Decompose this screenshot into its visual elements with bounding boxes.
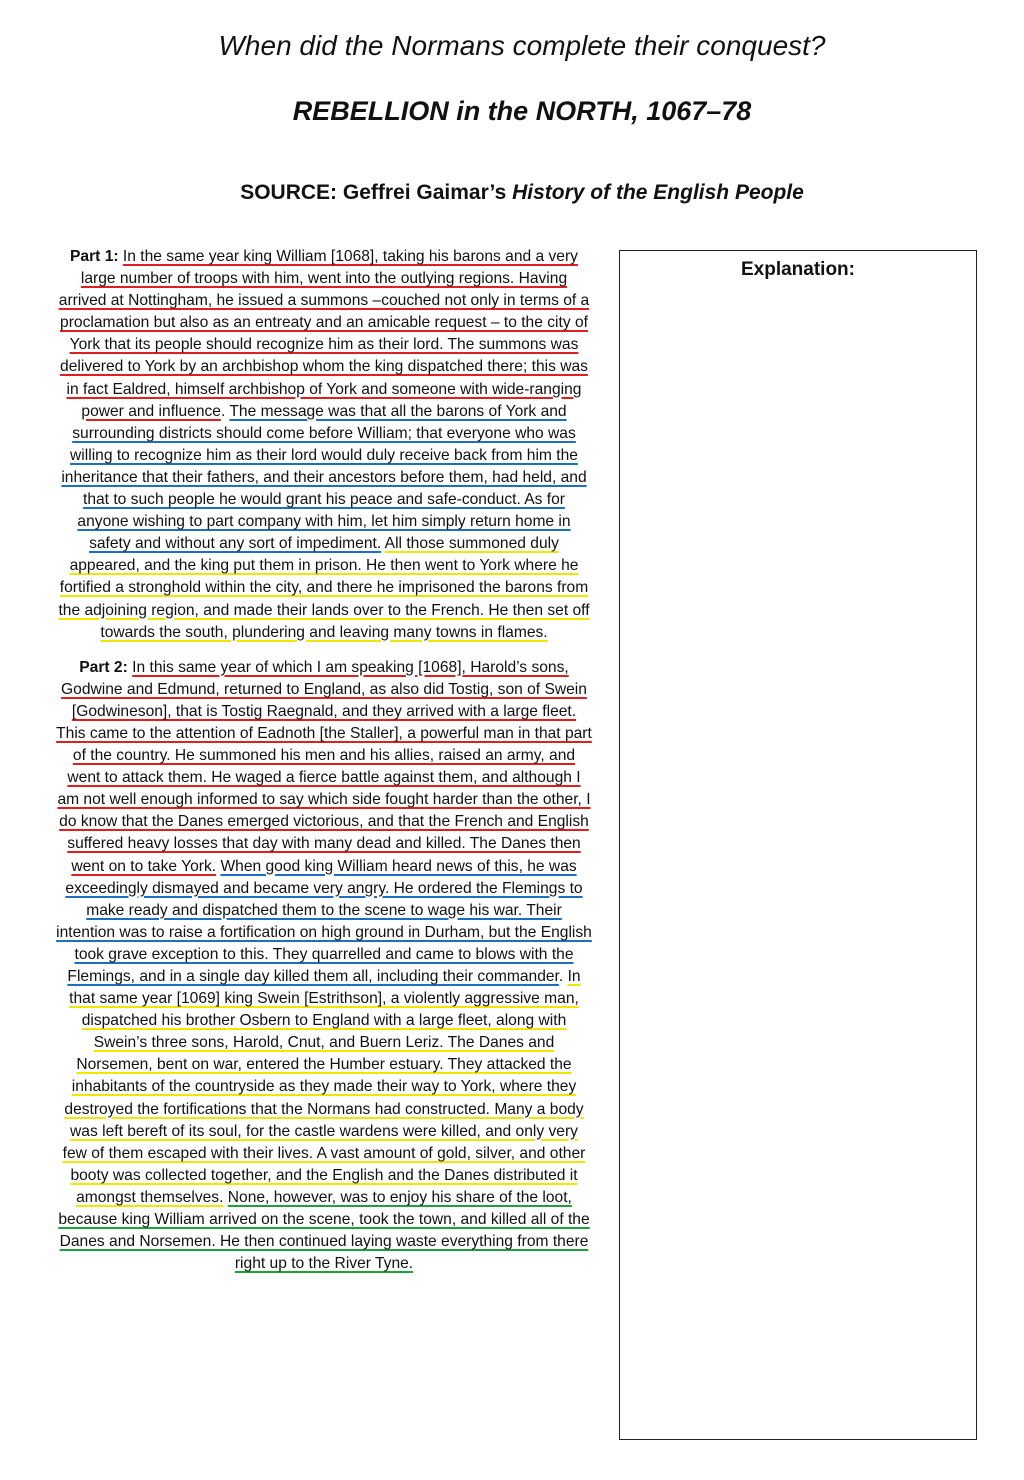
part-2-segment-1: In this same year of which I am speaking [1068], Harold’s sons, Godwine and Edmund, returned to England, as also did Tostig, son of Swein [Godwineson], that is Tostig Raegnald, and they arrived with a large fleet. This came to the attention of Eadnoth [the Staller], a powerful man in that part of the country. He summoned his men and his allies, raised an army, and went to attack them. He waged a fierce battle against them, and although I am not well enough informed to say which side fought harder than the other, I do know that the Danes emerged victorious, and that the French and English suffered heavy losses that day with many dead and killed. The Danes then went on to take York. xyxy=(56,658,592,875)
page-subtitle: REBELLION in the NORTH, 1067–78 xyxy=(292,96,752,126)
part-2-segment-4: None, however, was to enjoy his share of the loot, because king William arrived on the scene, took the town, and killed all of the Danes and Norsemen. He then continued laying waste everything from there right up to the River Tyne. xyxy=(58,1188,590,1273)
part-2-label: Part 2: xyxy=(79,658,128,676)
part-1-segment-3: All those summoned duly appeared, and the king put them in prison. He then went to York where he fortified a stronghold within the city, and there he imprisoned the barons from the adjoining region, and made their lands over to the French. He then set off towards the south, plundering and leaving many towns in flames. xyxy=(58,535,590,641)
source-book-title: History of the English People xyxy=(512,181,804,204)
part-1-segment-1: In the same year king William [1068], taking his barons and a very large number of troops with him, went into the outlying regions. Having arrived at Nottingham, he issued a summons –couched not only in terms of a proclamation but also as an entreaty and an amicable request – to the city of York that its people should recognize him as their lord. The summons was delivered to York by an archbishop whom the king dispatched there; this was in fact Ealdred, himself archbishop of York and someone with wide-ranging power and influence xyxy=(58,248,590,420)
part-2-segment-3: In that same year [1069] king Swein [Estrithson], a violently aggressive man, dispatched his brother Osbern to England with a large fleet, along with Swein’s three sons, Harold, Cnut, and Buern Leriz. The Danes and Norsemen, bent on war, entered the Humber estuary. They attacked the inhabitants of the countryside as they made their way to York, where they destroyed the fortifications that the Normans had constructed. Many a body was left bereft of its soul, for the castle wardens were killed, and only very few of them escaped with their lives. A vast amount of gold, silver, and other booty was collected together, and the English and the Danes distributed it amongst themselves. xyxy=(62,968,586,1206)
source-text xyxy=(56,246,592,1288)
source-heading-prefix: SOURCE: Geffrei Gaimar’s xyxy=(240,181,513,204)
source-part-1: Part 1: In the same year king William [1068], taking his barons and a very large number of troops with him, went into the outlying regions. Having arrived at Nottingham, he issued a summons –couched not only in terms of a proclamation but also as an entreaty and an amicable request – to the city of York that its people should recognize him as their lord. The summons was delivered to York by an archbishop whom the king dispatched there; this was in fact Ealdred, himself archbishop of York and someone with wide-ranging power and influence. The message was that all the barons of York and surrounding districts should come before William; that everyone who was willing to recognize him as their lord would duly receive back from him the inheritance that their fathers, and their ancestors before them, had held, and that to such people he would grant his peace and safe-conduct. As for anyone wishing to part company with him, let him simply return home in safety and without any sort of impediment. All those summoned duly appeared, and the king put them in prison. He then went to York where he fortified a stronghold within the city, and there he imprisoned the barons from the adjoining region, and made their lands over to the French. He then set off towards the south, plundering and leaving many towns in flames. xyxy=(58,248,590,641)
source-part-2: Part 2: In this same year of which I am speaking [1068], Harold’s sons, Godwine and Edmund, returned to England, as also did Tostig, son of Swein [Godwineson], that is Tostig Raegnald, and they arrived with a large fleet. This came to the attention of Eadnoth [the Staller], a powerful man in that part of the country. He summoned his men and his allies, raised an army, and went to attack them. He waged a fierce battle against them, and although I am not well enough informed to say which side fought harder than the other, I do know that the Danes emerged victorious, and that the French and English suffered heavy losses that day with many dead and killed. The Danes then went on to take York. When good king William heard news of this, he was exceedingly dismayed and became very angry. He ordered the Flemings to make ready and dispatched them to the scene to wage his war. Their intention was to raise a fortification on high ground in Durham, but the English took grave exception to this. They quarrelled and came to blows with the Flemings, and in a single day killed them all, including their commander. In that same year [1069] king Swein [Estrithson], a violently aggressive man, dispatched his brother Osbern to England with a large fleet, along with Swein’s three sons, Harold, Cnut, and Buern Leriz. The Danes and Norsemen, bent on war, entered the Humber estuary. They attacked the inhabitants of the countryside as they made their way to York, where they destroyed the fortifications that the Normans had constructed. Many a body was left bereft of its soul, for the castle wardens were killed, and only very few of them escaped with their lives. A vast amount of gold, silver, and other booty was collected together, and the English and the Danes distributed it amongst themselves. None, however, was to enjoy his share of the loot, because king William arrived on the scene, took the town, and killed all of the Danes and Norsemen. He then continued laying waste everything from there right up to the River Tyne. xyxy=(56,658,592,1273)
part-1-segment-2: The message was that all the barons of York and surrounding districts should come before William; that everyone who was willing to recognize him as their lord would duly receive back from him the inheritance that their fathers, and their ancestors before them, had held, and that to such people he would grant his peace and safe-conduct. As for anyone wishing to part company with him, let him simply return home in safety and without any sort of impediment. xyxy=(61,402,587,553)
part-1-label: Part 1: xyxy=(70,248,119,265)
source-heading xyxy=(0,181,1024,205)
explanation-box[interactable] xyxy=(619,250,977,1440)
part-2-segment-2: When good king William heard news of this, he was exceedingly dismayed and became very angry. He ordered the Flemings to make ready and dispatched them to the scene to wage his war. Their intention was to raise a fortification on high ground in Durham, but the English took grave exception to this. They quarrelled and came to blows with the Flemings, and in a single day killed them all, including their commander xyxy=(56,857,592,985)
explanation-label: Explanation: xyxy=(740,259,855,280)
page-title: When did the Normans complete their conquest? xyxy=(218,30,826,61)
